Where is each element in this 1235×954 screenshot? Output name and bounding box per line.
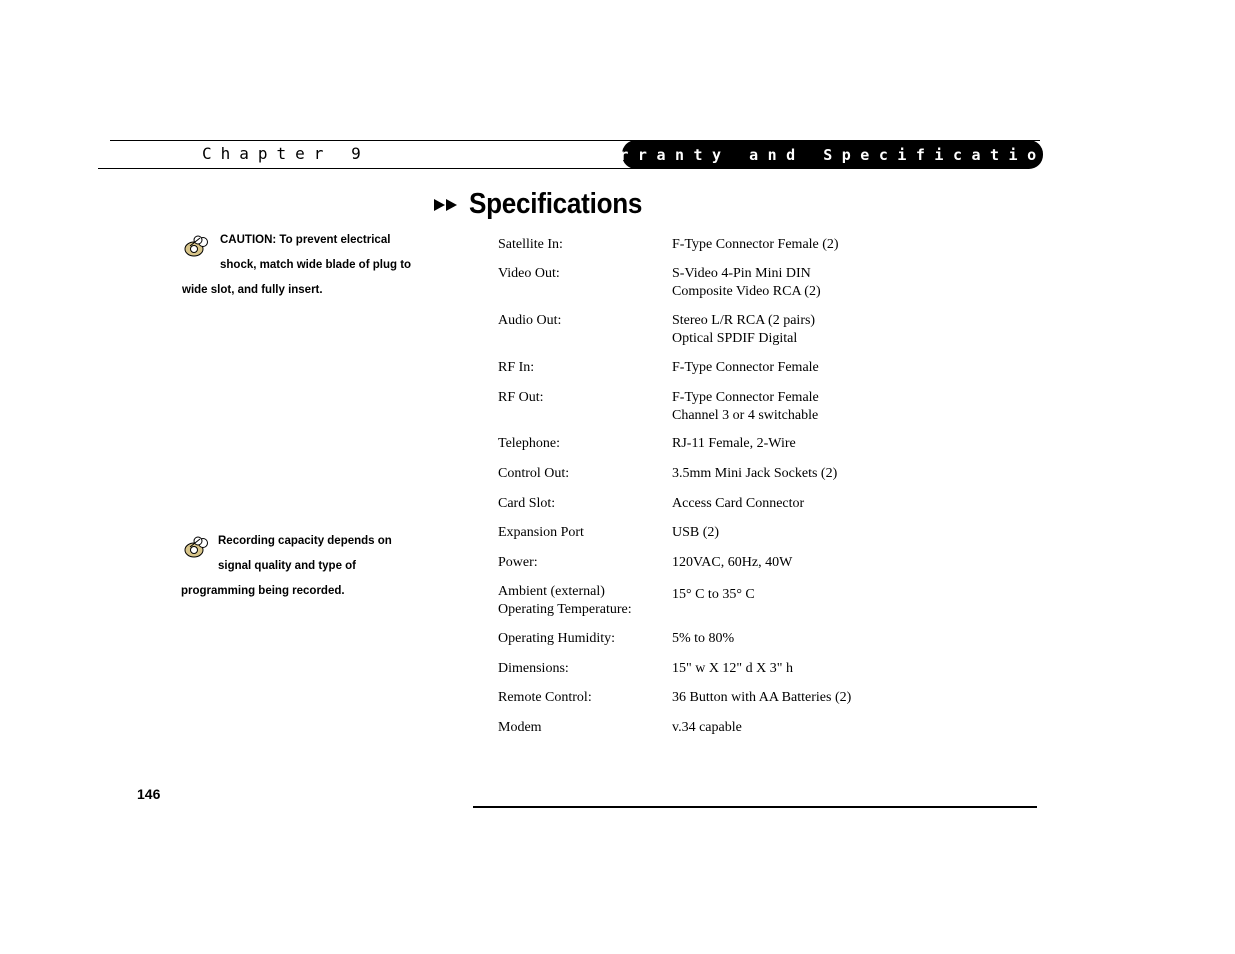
- spec-value: RJ-11 Female, 2-Wire: [672, 436, 796, 451]
- spec-value: S-Video 4-Pin Mini DIN Composite Video RCA (2): [672, 266, 821, 299]
- note-line: wide slot, and fully insert.: [182, 284, 323, 296]
- spec-label: Modem: [498, 720, 542, 735]
- section-title-pill: [582, 140, 1083, 169]
- double-arrow-icon: [434, 198, 458, 212]
- header-rule-bottom: [98, 168, 638, 169]
- note-pin-icon: [182, 234, 210, 258]
- spec-label: Operating Humidity:: [498, 631, 616, 646]
- spec-value: v.34 capable: [672, 720, 742, 735]
- spec-label: Video Out:: [498, 266, 560, 281]
- spec-value: 15" w X 12" d X 3" h: [672, 661, 793, 676]
- note-line: shock, match wide blade of plug to: [220, 259, 412, 271]
- spec-label: RF In:: [498, 360, 535, 375]
- spec-label: Power:: [498, 555, 538, 570]
- spec-label: Dimensions:: [498, 661, 569, 676]
- note-pin-icon: [182, 535, 210, 559]
- spec-label: Card Slot:: [498, 496, 556, 511]
- note-line: Recording capacity depends on: [218, 535, 392, 547]
- spec-label: Satellite In:: [498, 237, 563, 252]
- section-title: Warranty and Specifications: [582, 145, 1083, 164]
- footer-rule: [473, 806, 1037, 808]
- spec-label: Expansion Port: [498, 525, 584, 540]
- note-line: CAUTION: To prevent electrical: [220, 234, 391, 246]
- spec-value: F-Type Connector Female Channel 3 or 4 switchable: [672, 390, 819, 423]
- spec-label: Control Out:: [498, 466, 570, 481]
- note-line: programming being recorded.: [181, 585, 345, 597]
- spec-value: USB (2): [672, 525, 720, 540]
- page-heading: [434, 188, 661, 221]
- spec-label: Remote Control:: [498, 690, 592, 705]
- spec-label: Audio Out:: [498, 313, 562, 328]
- spec-value: F-Type Connector Female: [672, 360, 819, 375]
- spec-value: 15° C to 35° C: [672, 587, 755, 602]
- spec-value: 5% to 80%: [672, 631, 735, 646]
- spec-value: Stereo L/R RCA (2 pairs) Optical SPDIF Digital: [672, 313, 816, 346]
- spec-label: RF Out:: [498, 390, 544, 405]
- spec-value: F-Type Connector Female (2): [672, 237, 839, 252]
- spec-value: 3.5mm Mini Jack Sockets (2): [672, 466, 838, 481]
- page-number: 146: [137, 786, 161, 802]
- note-line: signal quality and type of: [218, 560, 357, 572]
- spec-label: Telephone:: [498, 436, 560, 451]
- spec-value: Access Card Connector: [672, 496, 805, 511]
- chapter-label: Chapter 9: [202, 144, 370, 163]
- page-title: Specifications: [469, 188, 643, 220]
- spec-value: 36 Button with AA Batteries (2): [672, 690, 852, 705]
- spec-label: Ambient (external) Operating Temperature:: [498, 584, 632, 617]
- spec-value: 120VAC, 60Hz, 40W: [672, 555, 793, 570]
